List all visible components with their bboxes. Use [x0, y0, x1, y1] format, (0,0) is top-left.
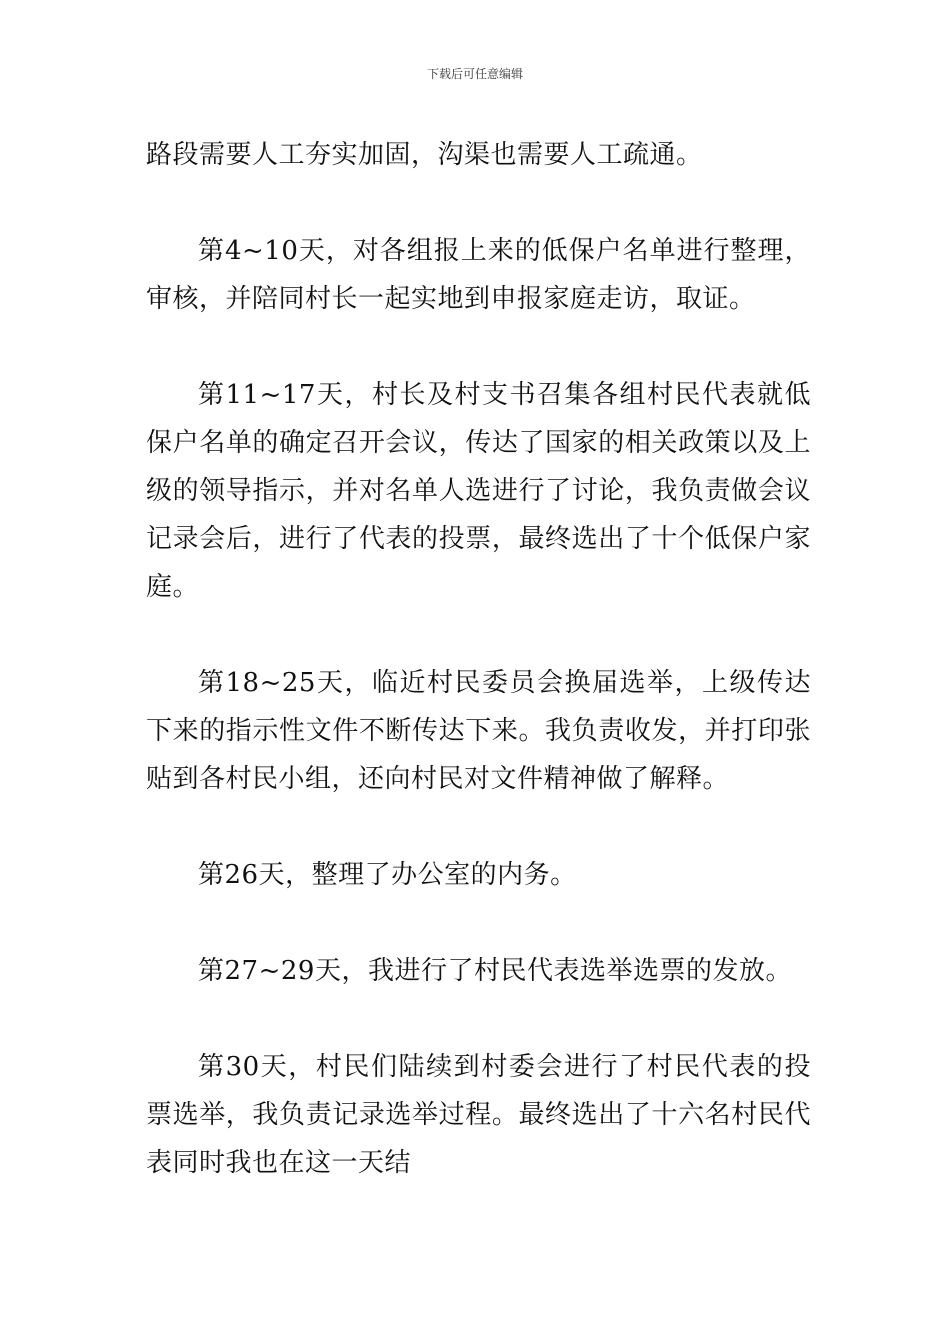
paragraph-5: 第26天，整理了办公室的内务。: [198, 860, 577, 890]
paragraph-3: 第11~17天，村长及村支书召集各组村民代表就低保户名单的确定召开会议，传达了国家的相关政策以及上级的领导指示，并对名单人选进行了讨论，我负责做会议记录会后，进行了代表的投票，最终选出了十个低保户家庭。: [146, 380, 811, 602]
paragraph-spacer: [146, 323, 811, 371]
paragraph-spacer: [146, 611, 811, 659]
paragraph-4: 第18~25天，临近村民委员会换届选举，上级传达下来的指示性文件不断传达下来。我负责收发，并打印张贴到各村民小组，还向村民对文件精神做了解释。: [146, 668, 811, 794]
paragraph-6: 第27~29天，我进行了村民代表选举选票的发放。: [198, 956, 792, 986]
paragraph-spacer: [146, 995, 811, 1043]
paragraph-spacer: [146, 179, 811, 227]
paragraph-7: 第30天，村民们陆续到村委会进行了村民代表的投票选举，我负责记录选举过程。最终选出了十六名村民代表同时我也在这一天结: [146, 1052, 811, 1178]
paragraph-spacer: [146, 803, 811, 851]
paragraph-2: 第4~10天，对各组报上来的低保户名单进行整理，审核，并陪同村长一起实地到申报家庭走访，取证。: [146, 236, 811, 314]
header-note: 下载后可任意编辑: [426, 67, 523, 81]
paragraph-1: 路段需要人工夯实加固，沟渠也需要人工疏通。: [146, 140, 703, 170]
document-body: [146, 131, 811, 1187]
paragraph-spacer: [146, 899, 811, 947]
